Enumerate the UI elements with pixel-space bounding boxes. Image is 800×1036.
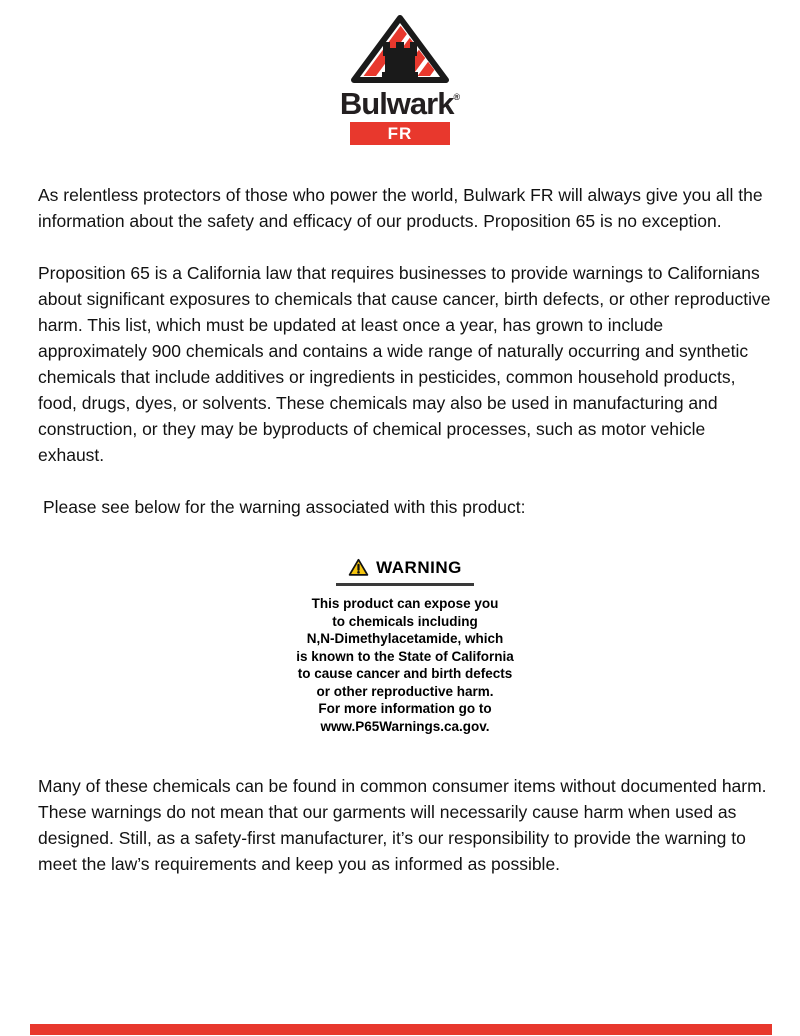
warning-heading — [275, 558, 535, 577]
warning-triangle-icon — [348, 558, 369, 577]
paragraph-closing: Many of these chemicals can be found in common consumer items without documented harm. These warnings do not mean that our garments will necessarily cause harm when used as designed. Still, as a safety-first manufacturer, it’s our responsibility to provide the warning to meet the law’s requirements and keep you as informed as possible. — [38, 776, 767, 874]
warning-line-url: www.P65Warnings.ca.gov. — [320, 718, 490, 734]
warning-text — [275, 595, 535, 735]
article-body — [38, 182, 772, 903]
warning-underline — [336, 583, 474, 586]
warning-line: N,N-Dimethylacetamide, which — [306, 631, 504, 646]
warning-line: This product can expose you — [311, 596, 499, 611]
rook-icon — [382, 42, 418, 77]
prop65-warning-label — [275, 558, 535, 735]
warning-line: is known to the State of California — [296, 648, 514, 664]
warning-line: to chemicals including — [332, 613, 478, 629]
paragraph-intro: As relentless protectors of those who power the world, Bulwark FR will always give you all the information about the safety and efficacy of our products. Proposition 65 is no exception. — [38, 185, 763, 231]
bulwark-logo — [0, 12, 800, 145]
paragraph-see-below: Please see below for the warning associated with this product: — [43, 497, 526, 517]
warning-line: or other reproductive harm. — [316, 683, 494, 699]
fr-badge-label: FR — [387, 123, 413, 143]
warning-line: For more information go to — [318, 701, 492, 716]
warning-line: to cause cancer and birth defects — [297, 666, 513, 681]
bulwark-castle-triangle-icon — [348, 12, 452, 86]
footer-accent-bar — [30, 1024, 772, 1035]
fr-badge — [350, 122, 450, 145]
paragraph-prop65-explainer: Proposition 65 is a California law that requires businesses to provide warnings to Californians about significant exposures to chemicals that cause cancer, birth defects, or other reproductive harm. This list, which must be updated at least once a year, has grown to include approximately 900 chemicals and contains a wide range of naturally occurring and synthetic chemicals that include additives or ingredients in pesticides, common household products, food, drugs, dyes, or solvents. These chemicals may also be used in manufacturing and construction, or they may be byproducts of chemical processes, such as motor vehicle exhaust. — [38, 263, 771, 465]
registered-mark: ® — [453, 92, 461, 102]
warning-heading-text: WARNING — [376, 558, 462, 577]
brand-wordmark: Bulwark® — [339, 86, 461, 121]
